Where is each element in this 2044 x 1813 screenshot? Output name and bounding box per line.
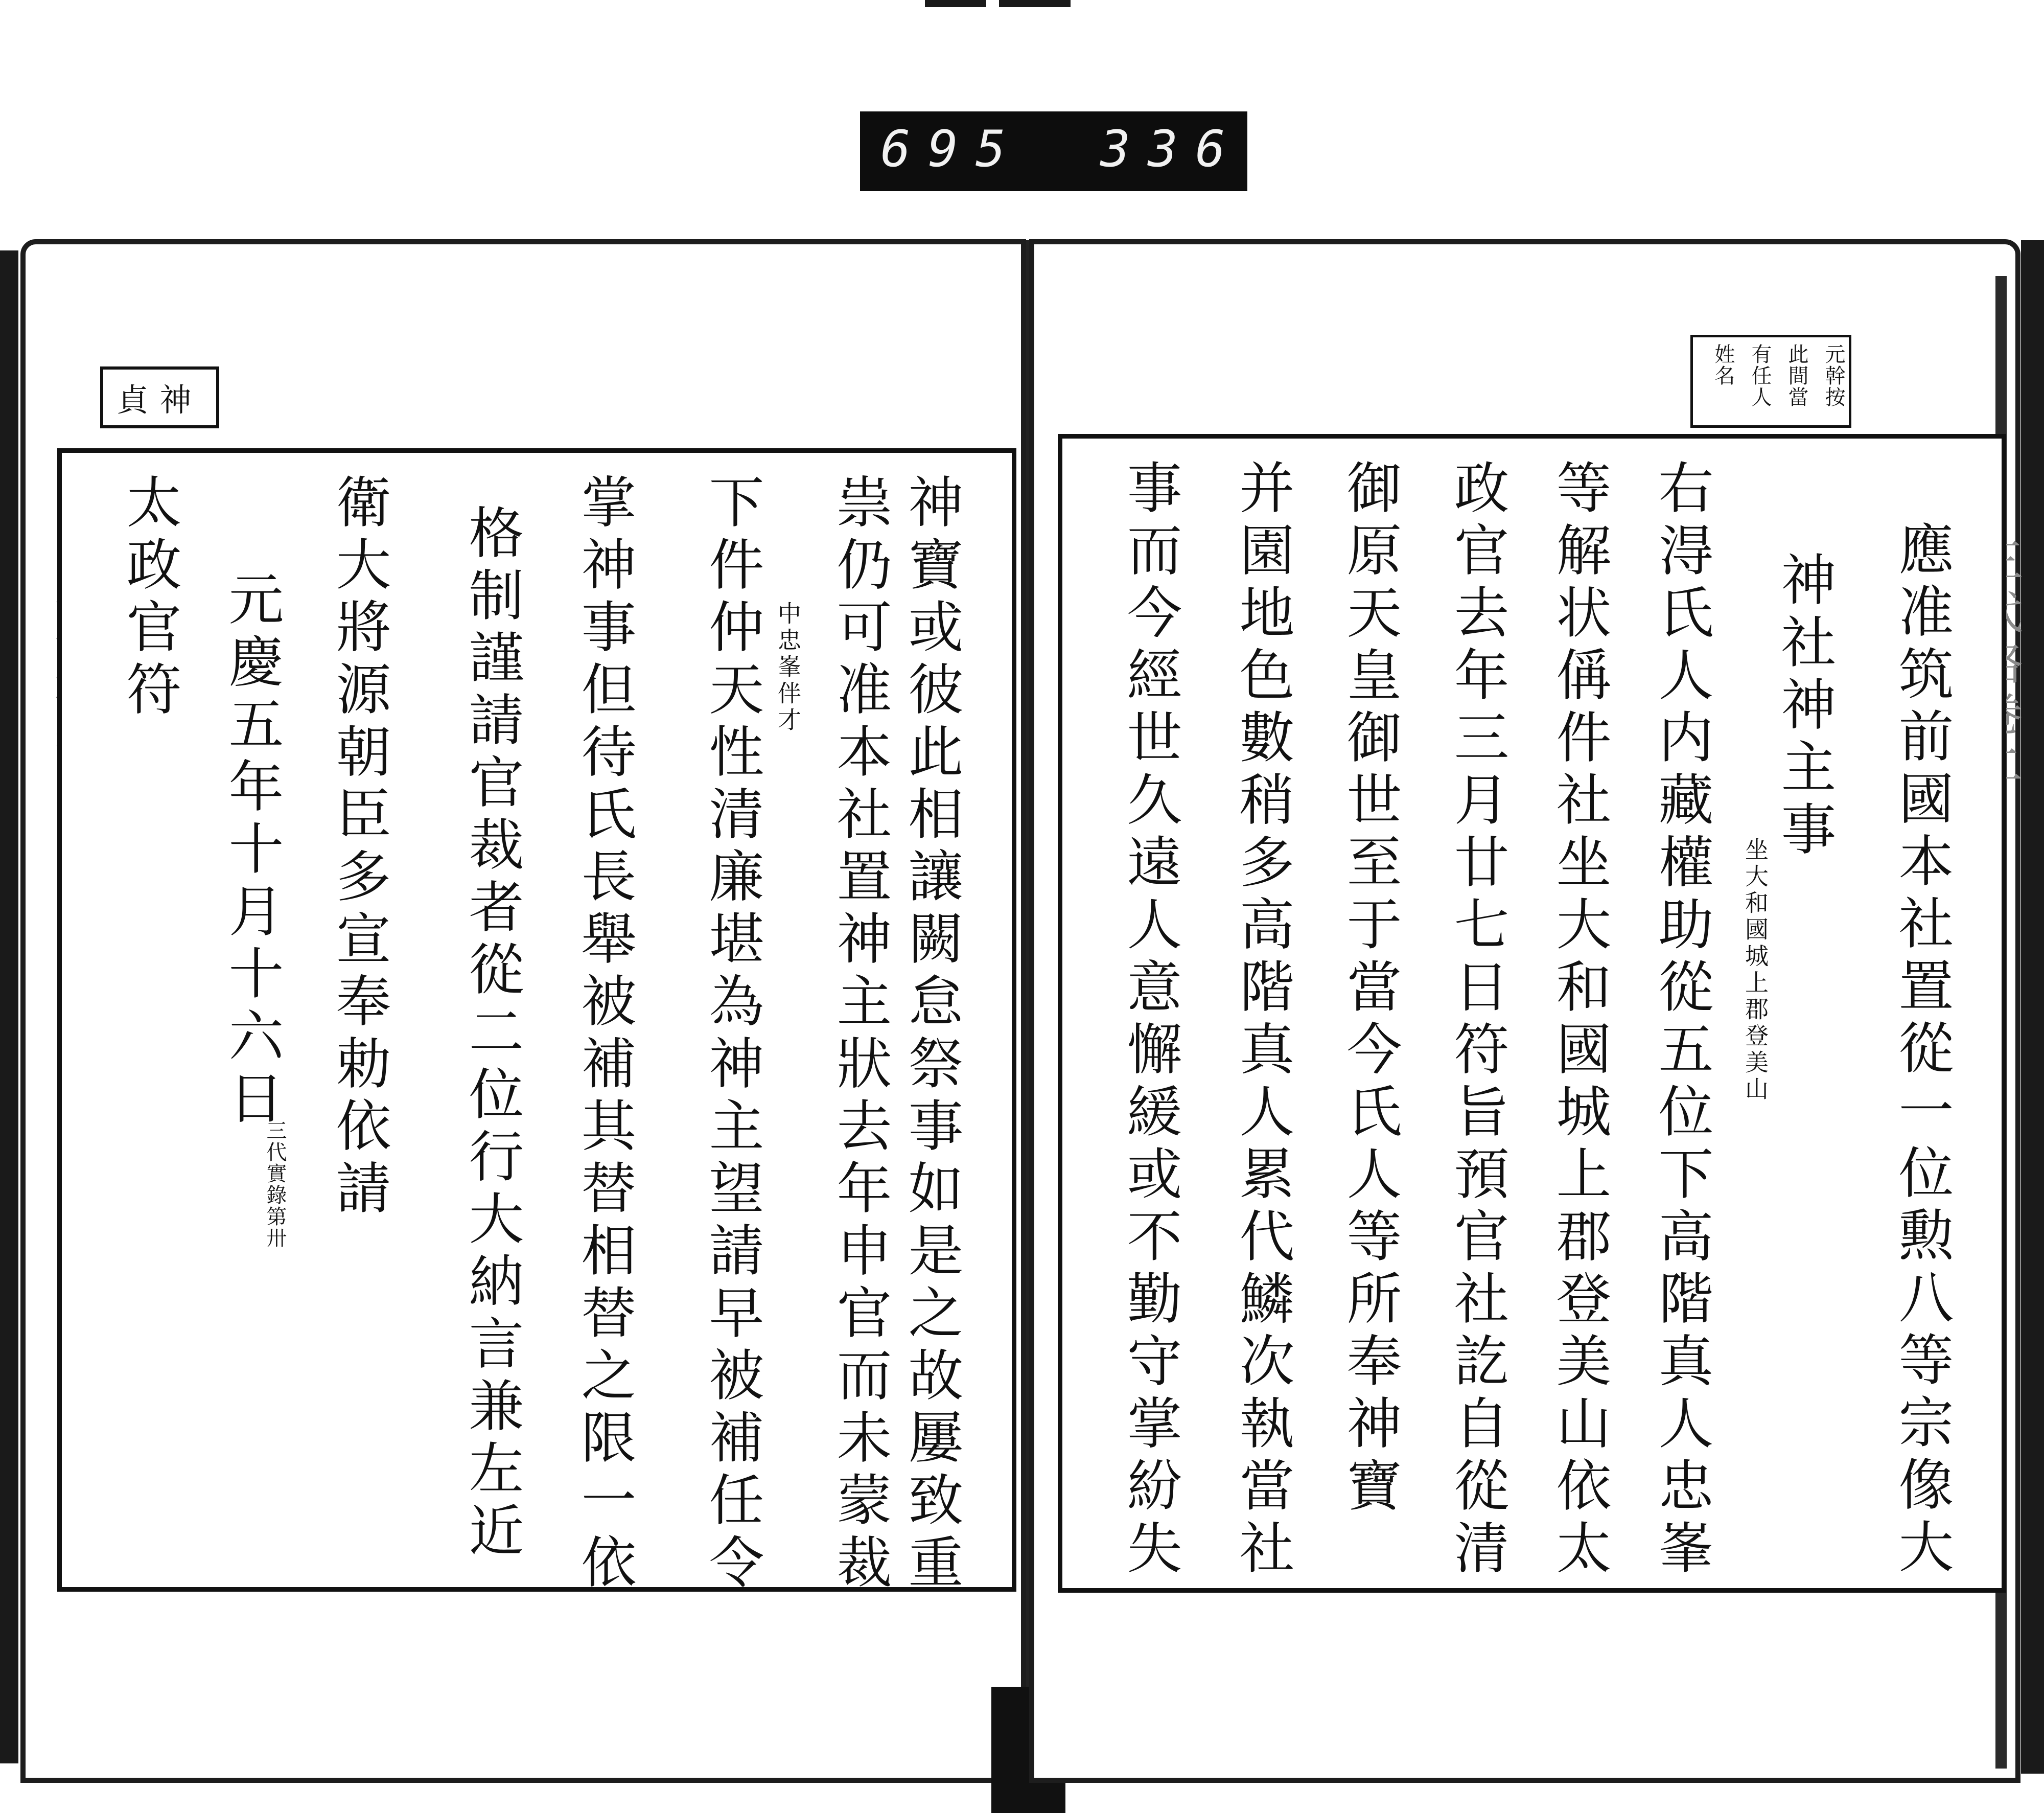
text-column: 下件仲天性清廉堪為神主望請早被補任令 — [700, 473, 763, 1596]
source-note: 三代實錄第卅 — [263, 1120, 287, 1249]
text-column: 掌神事但待氏長舉被補其替相替之限一依 — [572, 473, 636, 1596]
annotation-line: 此間當 — [1785, 343, 1808, 408]
text-column: 并園地色數稍多高階真人累代鱗次執當社 — [1230, 459, 1294, 1581]
book-edge-right — [2021, 240, 2044, 1774]
text-column: 政官去年三月廿七日符旨預官社訖自從清 — [1445, 459, 1508, 1581]
document-title: 應准筑前國本社置從一位勲八等宗像大 — [1889, 520, 1953, 1580]
text-column: 右淂氏人内藏權助從五位下高階真人忠峯 — [1649, 459, 1713, 1581]
frame-number-left: 695 — [880, 120, 1024, 178]
text-column: 等解状偁件社坐大和國城上郡登美山依太 — [1547, 459, 1611, 1581]
right-text-frame — [1058, 434, 2006, 1593]
film-edge-mark — [925, 0, 986, 7]
interlinear-note: 中忠峯伴才 — [774, 601, 802, 734]
frame-number-right: 336 — [1100, 120, 1243, 178]
text-column: 祟仍可准本社置神主狀去年申官而未蒙裁 — [827, 473, 891, 1596]
document-title-cont: 神社神主事 — [1772, 551, 1836, 863]
document-heading: 太政官符 — [117, 473, 181, 723]
frame-number-plate — [860, 111, 1247, 191]
date-line: 元慶五年十月十六日 — [219, 570, 283, 1132]
annotation-box — [1690, 335, 1851, 428]
annotation-line: 有任人 — [1748, 343, 1772, 408]
book-edge-left — [0, 250, 18, 1763]
section-label: 貞神 — [117, 381, 203, 419]
annotation-line: 姓名 — [1711, 343, 1735, 386]
text-column: 衛大將源朝臣多宣奉勅依請 — [327, 473, 390, 1222]
interlinear-note: 坐大和國城上郡登美山 — [1741, 837, 1769, 1103]
text-column: 事而今經世久遠人意懈緩或不勤守掌紛失 — [1118, 459, 1181, 1581]
text-column: 御原天皇御世至于當今氏人等所奉神寶 — [1337, 459, 1401, 1519]
text-column: 格制謹請官裁者從二位行大納言兼左近 — [459, 504, 523, 1564]
text-column: 神寶或彼此相讓闕怠祭事如是之故屢致重 — [899, 473, 963, 1596]
section-label-box — [100, 366, 219, 428]
left-text-frame — [57, 448, 1016, 1596]
annotation-line: 元幹按 — [1822, 343, 1845, 408]
film-edge-mark — [999, 0, 1071, 7]
